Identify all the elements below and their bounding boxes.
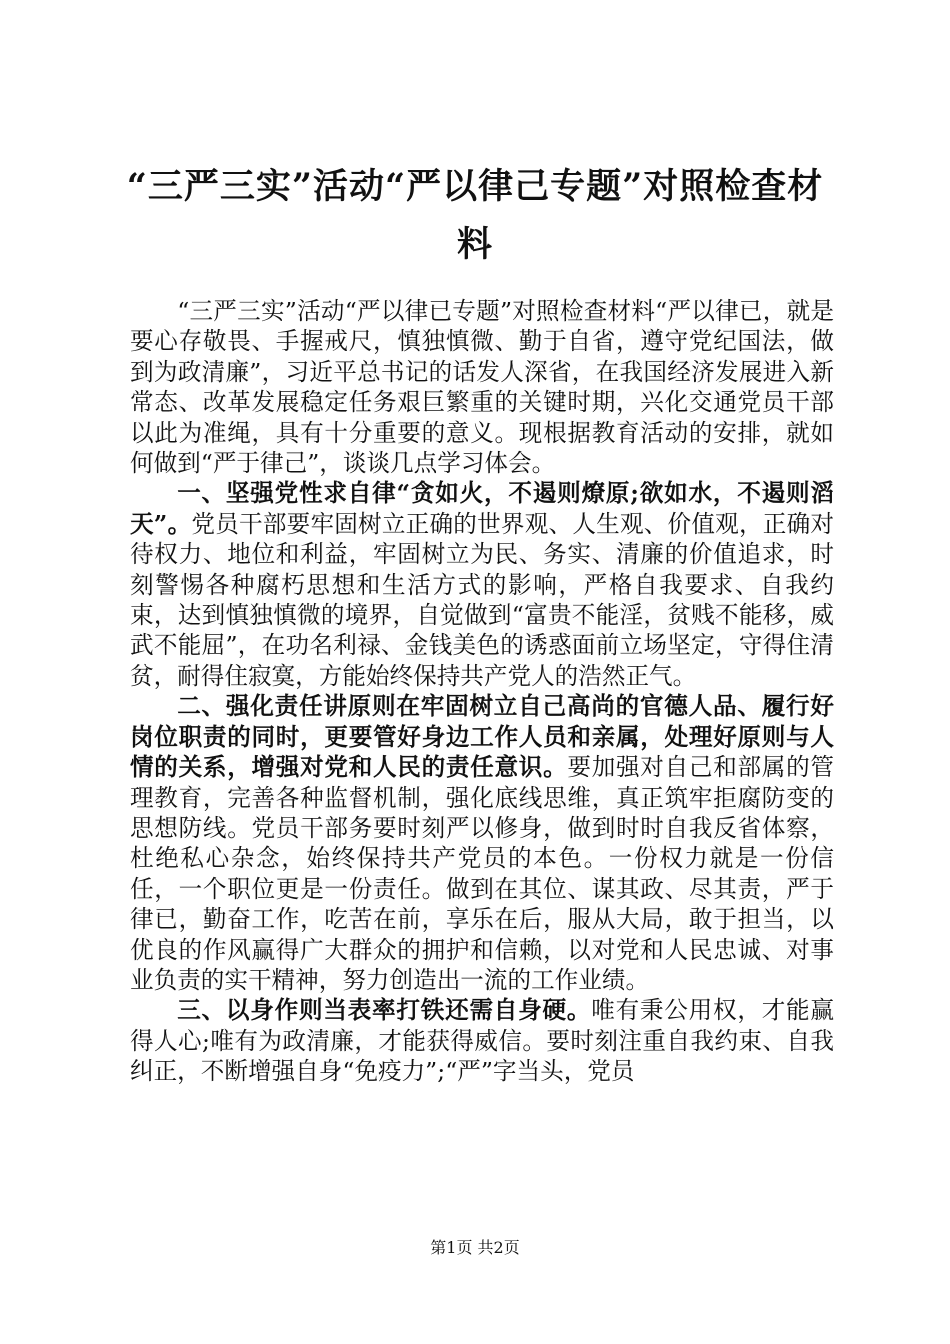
document-title: “三严三实”活动“严以律己专题”对照检查材料 xyxy=(126,166,824,265)
paragraph-intro xyxy=(130,296,834,478)
page-number-footer: 第1页 共2页 xyxy=(430,1238,520,1257)
paragraph-lead: 二、强化责任讲原则在牢固树立自己高尚的官德人品、履行好岗位职责的同时，更要管好身边工作人员和亲属，处理好原则与人情的关系，增强对党和人民的责任意识。 xyxy=(130,692,834,782)
paragraph-text: “三严三实”活动“严以律已专题”对照检查材料“严以律已，就是要心存敬畏、手握戒尺，慎独慎微、勤于自省，遵守党纪国法，做到为政清廉”，习近平总书记的话发人深省，在我国经济发展进入新常态、改革发展稳定任务艰巨繁重的关键时期，兴化交通党员干部以此为准绳，具有十分重要的意义。现根据教育活动的安排，就如何做到“严于律己”，谈谈几点学习体会。 xyxy=(130,297,834,478)
paragraph-text: 要加强对自己和部属的管理教育，完善各种监督机制，强化底线思维，真正筑牢拒腐防变的思想防线。党员干部务要时刻严以修身，做到时时自我反省体察，杜绝私心杂念，始终保持共产党员的本色。一份权力就是一份信任，一个职位更是一份责任。做到在其位、谋其政、尽其责，严于律已，勤奋工作，吃苦在前，享乐在后，服从大局，敢于担当，以优良的作风赢得广大群众的拥护和信赖，以对党和人民忠诚、对事业负责的实干精神，努力创造出一流的工作业绩。 xyxy=(130,753,835,994)
paragraph-lead: 三、以身作则当表率打铁还需自身硬。 xyxy=(177,996,592,1025)
paragraph-text: 党员干部要牢固树立正确的世界观、人生观、价值观，正确对待权力、地位和利益，牢固树立为民、务实、清廉的价值追求，时刻警惕各种腐朽思想和生活方式的影响，严格自我要求、自我约束，达到慎独慎微的境界，自觉做到“富贵不能淫，贫贱不能移，威武不能屈”，在功名利禄、金钱美色的诱惑面前立场坚定，守得住清贫，耐得住寂寞，方能始终保持共产党人的浩然正气。 xyxy=(130,509,834,690)
paragraph-text: 唯有秉公用权，才能赢得人心;唯有为政清廉，才能获得威信。要时刻注重自我约束、自我纠正，不断增强自身“免疫力”;“严”字当头，党员 xyxy=(130,996,835,1086)
paragraph-lead: 一、坚强党性求自律“贪如火，不遏则燎原;欲如水，不遏则滔天”。 xyxy=(130,479,834,538)
paragraph-section-3 xyxy=(130,995,834,1086)
document-body xyxy=(130,296,834,1087)
paragraph-section-1 xyxy=(130,478,834,691)
paragraph-section-2 xyxy=(130,691,834,995)
